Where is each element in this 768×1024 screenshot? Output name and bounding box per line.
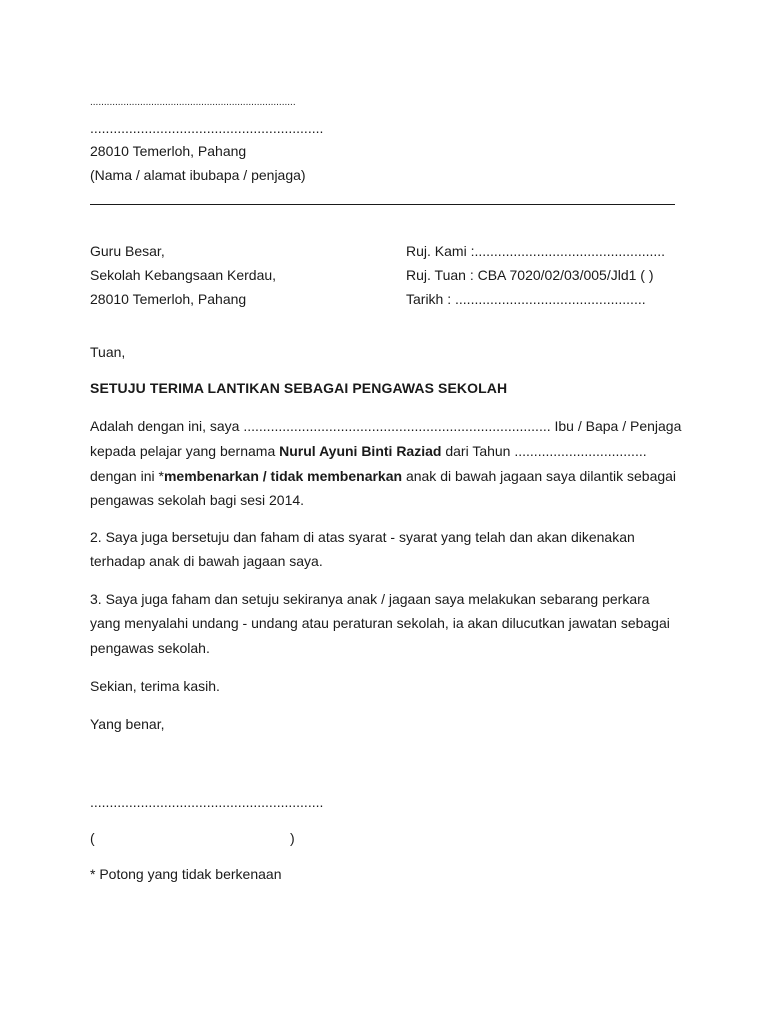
body-p1-line4: pengawas sekolah bagi sesi 2014. (90, 492, 305, 508)
ref-ruj-kami: Ruj. Kami :................................................. (406, 243, 666, 259)
signature-name-close: ) (290, 830, 295, 846)
body-p3-line2: yang menyalahi undang - undang atau peraturan sekolah, ia akan dilucutkan jawatan sebagai (90, 615, 670, 631)
salutation: Tuan, (90, 344, 126, 360)
sender-postcode-city: 28010 Temerloh, Pahang (90, 143, 247, 159)
student-name: Nurul Ayuni Binti Raziad (279, 443, 442, 459)
sender-note: (Nama / alamat ibubapa / penjaga) (90, 167, 306, 183)
body-p1-line1: Adalah dengan ini, saya ............................................................................... Ibu / Bapa / Penjaga (90, 418, 682, 434)
recipient-address: 28010 Temerloh, Pahang (90, 291, 247, 307)
recipient-title: Guru Besar, (90, 243, 165, 259)
body-p2-line2: terhadap anak di bawah jagaan saya. (90, 553, 323, 569)
sender-line-2: ............................................................ (90, 120, 324, 136)
sender-line-1: .......................................................................... (90, 97, 296, 108)
closing: Sekian, terima kasih. (90, 678, 220, 694)
body-p3-line1: 3. Saya juga faham dan setuju sekiranya anak / jagaan saya melakukan sebarang perkara (90, 591, 650, 607)
body-p1-line2: kepada pelajar yang bernama Nurul Ayuni Binti Raziad dari Tahun .................................. (90, 443, 647, 459)
ref-ruj-tuan: Ruj. Tuan : CBA 7020/02/03/005/Jld1 ( ) (406, 267, 654, 283)
body-p3-line3: pengawas sekolah. (90, 640, 210, 656)
permission-choice: membenarkan / tidak membenarkan (163, 468, 403, 484)
signoff: Yang benar, (90, 716, 165, 732)
letter-subject: SETUJU TERIMA LANTIKAN SEBAGAI PENGAWAS SEKOLAH (90, 380, 508, 396)
recipient-school: Sekolah Kebangsaan Kerdau, (90, 267, 277, 283)
ref-tarikh: Tarikh : ................................................. (406, 291, 646, 307)
footnote: * Potong yang tidak berkenaan (90, 866, 282, 882)
body-p2-line1: 2. Saya juga bersetuju dan faham di atas syarat - syarat yang telah dan akan dikenakan (90, 529, 635, 545)
header-divider (90, 204, 675, 205)
signature-name-open: ( (90, 830, 95, 846)
signature-line: ............................................................ (90, 794, 324, 810)
body-p1-line3: dengan ini *membenarkan / tidak membenarkan anak di bawah jagaan saya dilantik sebagai (90, 468, 677, 484)
